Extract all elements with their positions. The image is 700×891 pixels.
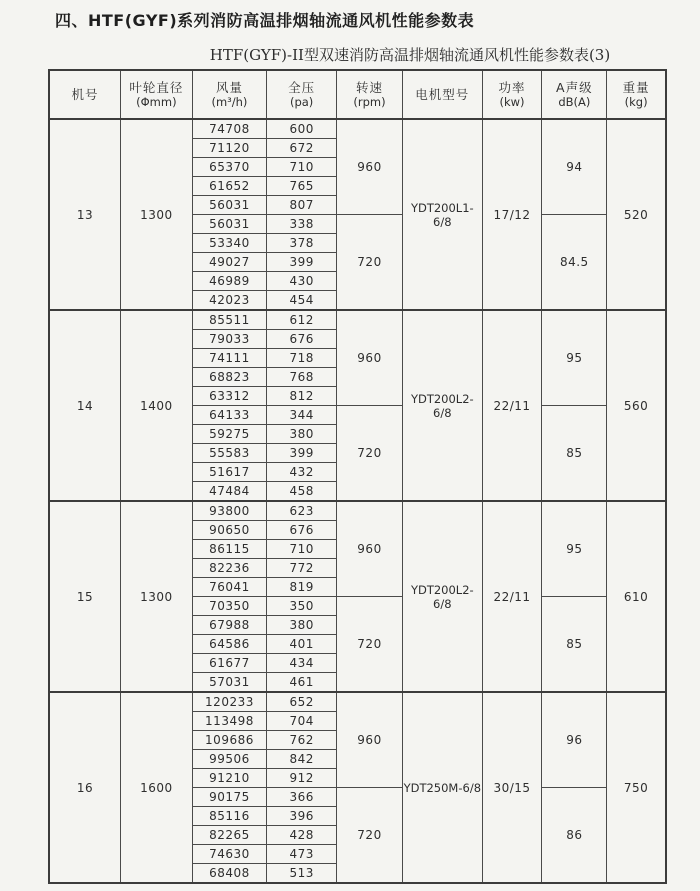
- header-cell-motor-model-line1: 电机型号: [415, 87, 470, 102]
- noise-level-cell: 85: [542, 597, 607, 693]
- table-row: [49, 692, 666, 712]
- performance-parameters-table: [48, 69, 667, 884]
- page-title: 四、HTF(GYF)系列消防高温排烟轴流通风机性能参数表: [55, 11, 475, 30]
- header-cell-total-pressure-line2: (pa): [289, 95, 314, 109]
- total-pressure-cell: 718: [267, 349, 337, 368]
- noise-level-cell: 84.5: [542, 215, 607, 311]
- motor-model-cell: YDT250M-6/8: [403, 692, 483, 883]
- header-cell-weight-line2: (kg): [624, 95, 648, 109]
- total-pressure-cell: 762: [267, 731, 337, 750]
- diameter-cell: 1400: [121, 310, 193, 501]
- air-flow-cell: 64133: [192, 406, 267, 425]
- speed-cell: 720: [337, 597, 403, 693]
- header-cell-noise-level-line2: dB(A): [558, 95, 591, 109]
- total-pressure-cell: 366: [267, 788, 337, 807]
- total-pressure-cell: 344: [267, 406, 337, 425]
- speed-cell: 960: [337, 501, 403, 597]
- air-flow-cell: 85511: [192, 310, 267, 330]
- air-flow-cell: 53340: [192, 234, 267, 253]
- header-cell-motor-model: [403, 70, 483, 119]
- air-flow-cell: 76041: [192, 578, 267, 597]
- header-cell-diameter-line1: 叶轮直径: [129, 80, 184, 95]
- header-cell-diameter: [121, 70, 193, 119]
- air-flow-cell: 90175: [192, 788, 267, 807]
- header-cell-model-no-line1: 机号: [71, 87, 99, 102]
- noise-level-cell: 95: [542, 501, 607, 597]
- total-pressure-cell: 772: [267, 559, 337, 578]
- weight-cell: 750: [607, 692, 666, 883]
- total-pressure-cell: 473: [267, 845, 337, 864]
- air-flow-cell: 79033: [192, 330, 267, 349]
- speed-cell: 960: [337, 310, 403, 406]
- total-pressure-cell: 612: [267, 310, 337, 330]
- air-flow-cell: 55583: [192, 444, 267, 463]
- total-pressure-cell: 768: [267, 368, 337, 387]
- table-row: [49, 310, 666, 330]
- air-flow-cell: 109686: [192, 731, 267, 750]
- header-cell-power-line2: (kw): [499, 95, 525, 109]
- air-flow-cell: 113498: [192, 712, 267, 731]
- total-pressure-cell: 434: [267, 654, 337, 673]
- header-cell-power: [482, 70, 542, 119]
- weight-cell: 610: [607, 501, 666, 692]
- noise-level-cell: 94: [542, 119, 607, 215]
- air-flow-cell: 46989: [192, 272, 267, 291]
- total-pressure-cell: 819: [267, 578, 337, 597]
- air-flow-cell: 82236: [192, 559, 267, 578]
- diameter-cell: 1300: [121, 119, 193, 310]
- speed-cell: 960: [337, 692, 403, 788]
- noise-level-cell: 96: [542, 692, 607, 788]
- air-flow-cell: 82265: [192, 826, 267, 845]
- header-row: [49, 70, 666, 119]
- weight-cell: 560: [607, 310, 666, 501]
- total-pressure-cell: 338: [267, 215, 337, 234]
- model-no-cell: 14: [49, 310, 121, 501]
- total-pressure-cell: 513: [267, 864, 337, 884]
- total-pressure-cell: 458: [267, 482, 337, 502]
- total-pressure-cell: 600: [267, 119, 337, 139]
- header-cell-speed: [337, 70, 403, 119]
- total-pressure-cell: 461: [267, 673, 337, 693]
- total-pressure-cell: 710: [267, 158, 337, 177]
- total-pressure-cell: 432: [267, 463, 337, 482]
- air-flow-cell: 42023: [192, 291, 267, 311]
- motor-model-cell: YDT200L2-6/8: [403, 310, 483, 501]
- air-flow-cell: 64586: [192, 635, 267, 654]
- motor-model-cell: YDT200L2-6/8: [403, 501, 483, 692]
- noise-level-cell: 86: [542, 788, 607, 884]
- total-pressure-cell: 380: [267, 425, 337, 444]
- air-flow-cell: 74630: [192, 845, 267, 864]
- air-flow-cell: 68408: [192, 864, 267, 884]
- header-cell-total-pressure: [267, 70, 337, 119]
- header-cell-air-flow-line1: 风量: [215, 80, 243, 95]
- air-flow-cell: 51617: [192, 463, 267, 482]
- header-cell-diameter-line2: (Φmm): [136, 95, 177, 109]
- motor-model-cell: YDT200L1-6/8: [403, 119, 483, 310]
- total-pressure-cell: 454: [267, 291, 337, 311]
- header-cell-speed-line2: (rpm): [353, 95, 386, 109]
- table-row: [49, 119, 666, 139]
- air-flow-cell: 59275: [192, 425, 267, 444]
- model-no-cell: 13: [49, 119, 121, 310]
- total-pressure-cell: 430: [267, 272, 337, 291]
- air-flow-cell: 68823: [192, 368, 267, 387]
- power-cell: 22/11: [482, 501, 542, 692]
- header-cell-noise-level: [542, 70, 607, 119]
- total-pressure-cell: 812: [267, 387, 337, 406]
- air-flow-cell: 61677: [192, 654, 267, 673]
- total-pressure-cell: 380: [267, 616, 337, 635]
- power-cell: 22/11: [482, 310, 542, 501]
- air-flow-cell: 63312: [192, 387, 267, 406]
- air-flow-cell: 90650: [192, 521, 267, 540]
- total-pressure-cell: 399: [267, 253, 337, 272]
- diameter-cell: 1600: [121, 692, 193, 883]
- table-row: [49, 501, 666, 521]
- table-caption: HTF(GYF)-II型双速消防高温排烟轴流通风机性能参数表(3): [209, 46, 611, 64]
- total-pressure-cell: 396: [267, 807, 337, 826]
- air-flow-cell: 74111: [192, 349, 267, 368]
- header-cell-air-flow: [192, 70, 267, 119]
- air-flow-cell: 56031: [192, 215, 267, 234]
- speed-cell: 720: [337, 406, 403, 502]
- total-pressure-cell: 912: [267, 769, 337, 788]
- noise-level-cell: 95: [542, 310, 607, 406]
- header-cell-model-no: [49, 70, 121, 119]
- total-pressure-cell: 623: [267, 501, 337, 521]
- speed-cell: 720: [337, 215, 403, 311]
- air-flow-cell: 49027: [192, 253, 267, 272]
- air-flow-cell: 91210: [192, 769, 267, 788]
- speed-cell: 720: [337, 788, 403, 884]
- total-pressure-cell: 704: [267, 712, 337, 731]
- air-flow-cell: 56031: [192, 196, 267, 215]
- air-flow-cell: 61652: [192, 177, 267, 196]
- total-pressure-cell: 676: [267, 330, 337, 349]
- power-cell: 30/15: [482, 692, 542, 883]
- air-flow-cell: 47484: [192, 482, 267, 502]
- header-cell-weight-line1: 重量: [622, 80, 650, 95]
- header-cell-air-flow-line2: (m³/h): [211, 95, 248, 109]
- total-pressure-cell: 428: [267, 826, 337, 845]
- speed-cell: 960: [337, 119, 403, 215]
- header-cell-noise-level-line1: A声级: [556, 80, 593, 95]
- air-flow-cell: 57031: [192, 673, 267, 693]
- total-pressure-cell: 401: [267, 635, 337, 654]
- power-cell: 17/12: [482, 119, 542, 310]
- air-flow-cell: 70350: [192, 597, 267, 616]
- total-pressure-cell: 378: [267, 234, 337, 253]
- total-pressure-cell: 350: [267, 597, 337, 616]
- header-cell-power-line1: 功率: [498, 80, 526, 95]
- air-flow-cell: 120233: [192, 692, 267, 712]
- total-pressure-cell: 676: [267, 521, 337, 540]
- model-no-cell: 16: [49, 692, 121, 883]
- air-flow-cell: 65370: [192, 158, 267, 177]
- total-pressure-cell: 710: [267, 540, 337, 559]
- total-pressure-cell: 672: [267, 139, 337, 158]
- total-pressure-cell: 765: [267, 177, 337, 196]
- air-flow-cell: 93800: [192, 501, 267, 521]
- diameter-cell: 1300: [121, 501, 193, 692]
- model-no-cell: 15: [49, 501, 121, 692]
- total-pressure-cell: 807: [267, 196, 337, 215]
- table-header: [49, 70, 666, 119]
- total-pressure-cell: 652: [267, 692, 337, 712]
- air-flow-cell: 86115: [192, 540, 267, 559]
- header-cell-weight: [607, 70, 666, 119]
- weight-cell: 520: [607, 119, 666, 310]
- total-pressure-cell: 842: [267, 750, 337, 769]
- air-flow-cell: 99506: [192, 750, 267, 769]
- noise-level-cell: 85: [542, 406, 607, 502]
- air-flow-cell: 71120: [192, 139, 267, 158]
- air-flow-cell: 74708: [192, 119, 267, 139]
- table-body: [49, 119, 666, 883]
- total-pressure-cell: 399: [267, 444, 337, 463]
- header-cell-total-pressure-line1: 全压: [288, 80, 316, 95]
- air-flow-cell: 85116: [192, 807, 267, 826]
- header-cell-speed-line1: 转速: [356, 80, 384, 95]
- air-flow-cell: 67988: [192, 616, 267, 635]
